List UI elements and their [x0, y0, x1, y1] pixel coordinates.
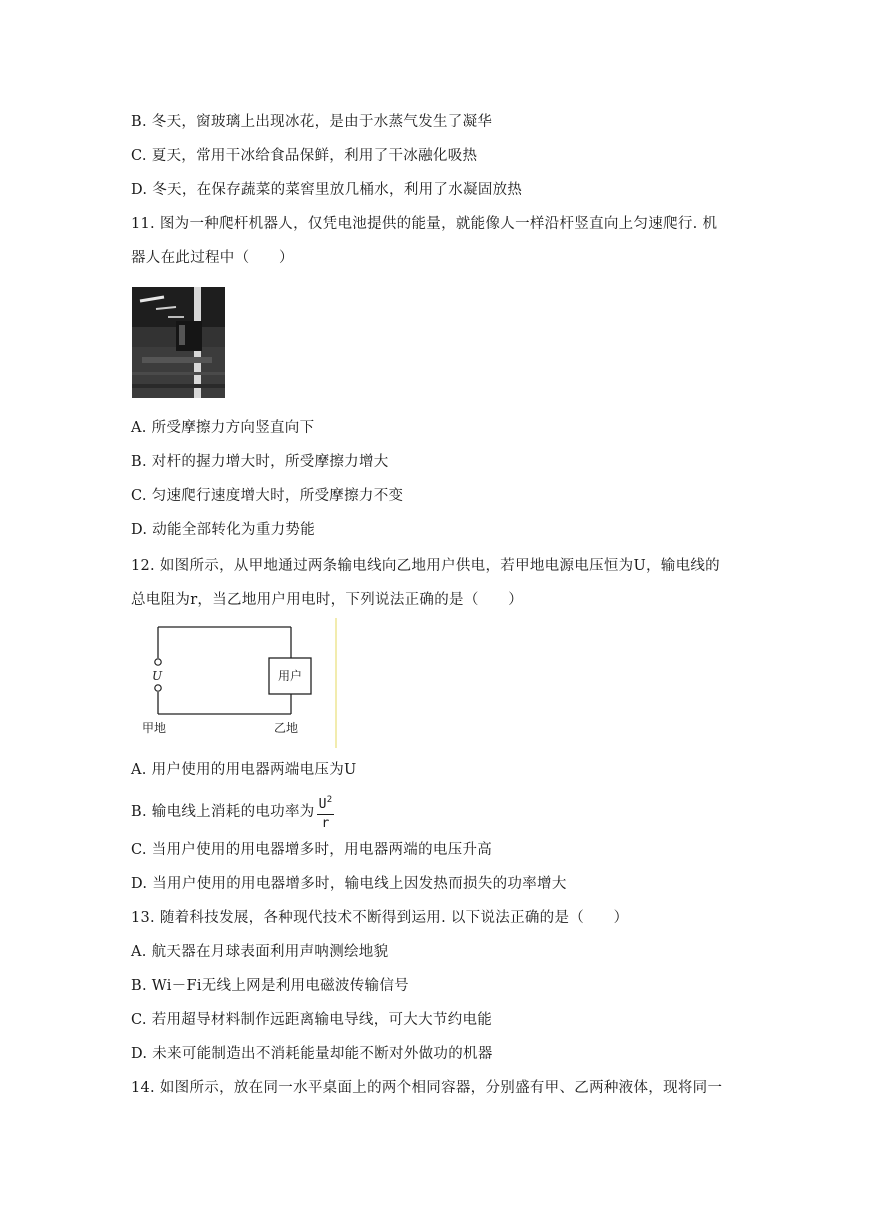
q12-option-b [131, 792, 334, 832]
q12-option-a: A. 用户使用的用电器两端电压为U [131, 762, 357, 778]
q11-option-a: A. 所受摩擦力方向竖直向下 [131, 420, 315, 436]
origin-label: 甲地 [142, 721, 167, 735]
q11-option-d: D. 动能全部转化为重力势能 [131, 522, 316, 538]
q12-option-b-text: B. 输电线上消耗的电功率为 [131, 804, 315, 820]
formula-numerator: U [318, 797, 327, 812]
q12-option-c: C. 当用户使用的用电器增多时，用电器两端的电压升高 [131, 842, 493, 858]
q11-stem-line2: 器人在此过程中（ ） [131, 250, 294, 266]
terminal-top [155, 659, 161, 665]
q13-option-a: A. 航天器在月球表面利用声呐测绘地貌 [131, 944, 389, 960]
q14-stem-line1: 14. 如图所示，放在同一水平桌面上的两个相同容器，分别盛有甲、乙两种液体，现将同一 [131, 1080, 723, 1096]
q10-option-b: B. 冬天，窗玻璃上出现冰花，是由于水蒸气发生了凝华 [131, 114, 493, 130]
q13-option-d: D. 未来可能制造出不消耗能量却能不断对外做功的机器 [131, 1046, 493, 1062]
power-formula [317, 792, 335, 832]
q12-stem-line2: 总电阻为r，当乙地用户用电时，下列说法正确的是（ ） [131, 592, 524, 608]
terminal-bottom [155, 685, 161, 691]
q12-stem-line1: 12. 如图所示，从甲地通过两条输电线向乙地用户供电，若甲地电源电压恒为U，输电线的 [131, 558, 720, 574]
voltage-label: U [152, 669, 163, 683]
q13-option-c: C. 若用超导材料制作远距离输电导线，可大大节约电能 [131, 1012, 493, 1028]
q10-option-c: C. 夏天，常用干冰给食品保鲜，利用了干冰融化吸热 [131, 148, 478, 164]
formula-exponent: 2 [326, 795, 333, 805]
climbing-robot-photo [132, 287, 225, 398]
q10-option-d: D. 冬天，在保存蔬菜的菜窖里放几桶水，利用了水凝固放热 [131, 182, 523, 198]
formula-denominator: r [321, 816, 330, 831]
destination-label: 乙地 [274, 721, 299, 735]
power-line-circuit-diagram [136, 618, 342, 748]
q12-option-d: D. 当用户使用的用电器增多时，输电线上因发热而损失的功率增大 [131, 876, 567, 892]
q11-option-c: C. 匀速爬行速度增大时，所受摩擦力不变 [131, 488, 404, 504]
q11-option-b: B. 对杆的握力增大时，所受摩擦力增大 [131, 454, 389, 470]
q13-option-b: B. Wi－Fi无线上网是利用电磁波传输信号 [131, 978, 409, 994]
q11-stem-line1: 11. 图为一种爬杆机器人，仅凭电池提供的能量，就能像人一样沿杆竖直向上匀速爬行. 机 [131, 216, 718, 232]
q13-stem: 13. 随着科技发展，各种现代技术不断得到运用. 以下说法正确的是（ ） [131, 910, 629, 926]
load-label: 用户 [278, 669, 303, 683]
